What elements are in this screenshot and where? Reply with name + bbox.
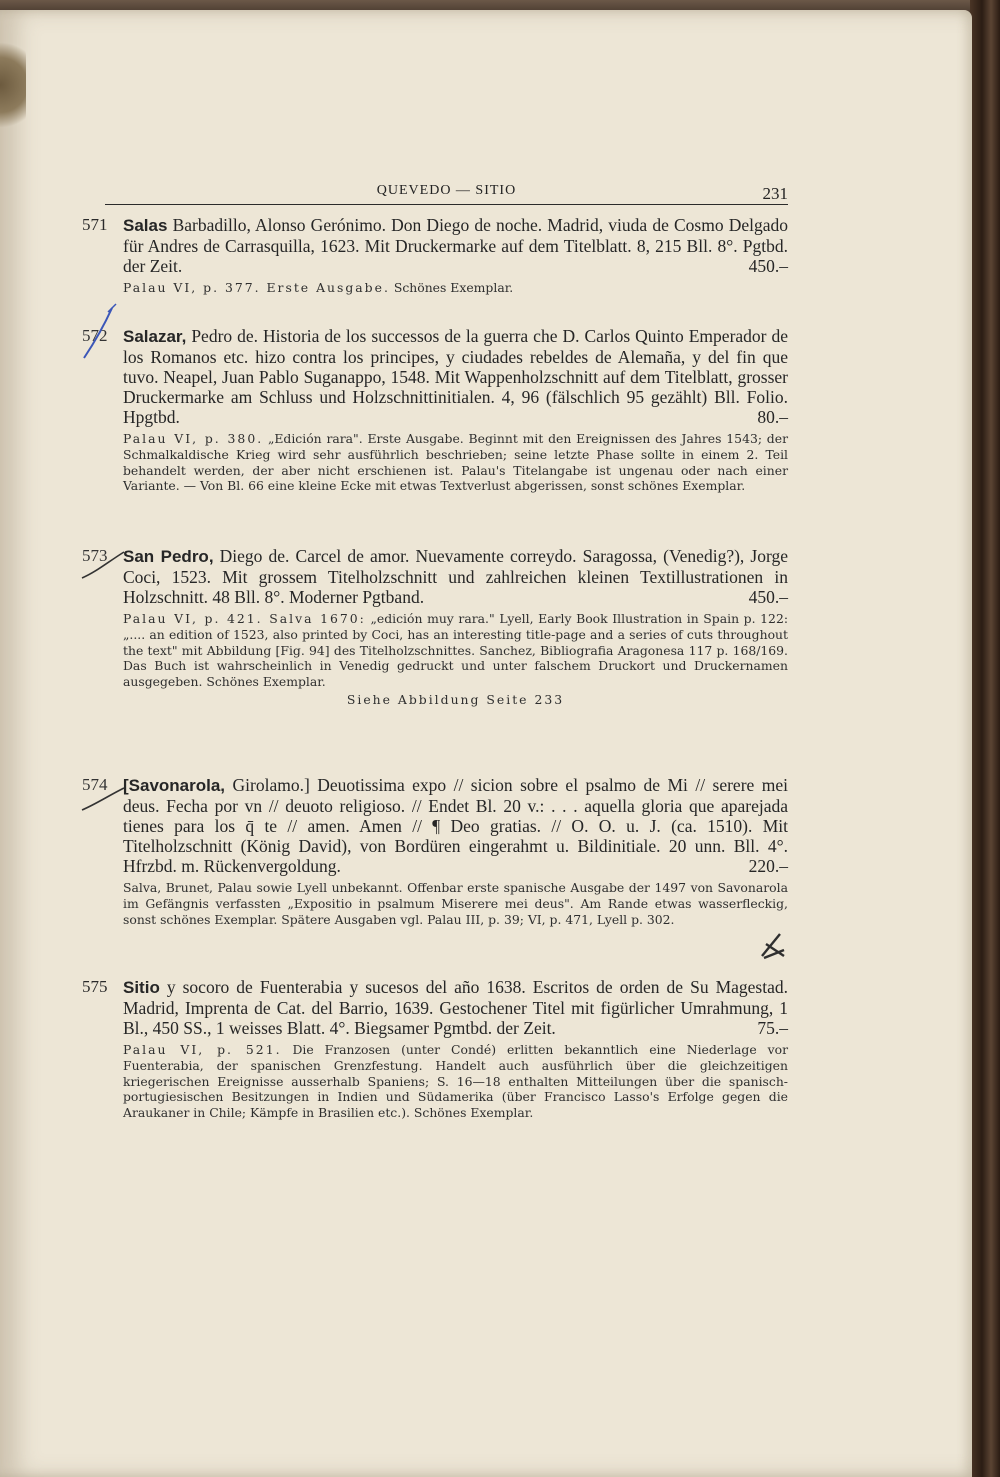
entry-description: [123, 546, 788, 607]
catalog-entry-572: [82, 326, 788, 494]
entry-note-text: Schönes Exemplar.: [389, 280, 514, 295]
entry-note: [123, 431, 788, 494]
catalog-entry-575: [82, 977, 788, 1121]
catalog-entry-574: [82, 775, 788, 927]
entry-description: [123, 977, 788, 1038]
entry-price: 75.–: [757, 1018, 788, 1038]
entry-note-reference: Palau VI, p. 380.: [123, 431, 264, 446]
entry-price: 450.–: [748, 256, 788, 276]
entry-text: Barbadillo, Alonso Gerónimo. Don Diego de noche. Madrid, viuda de Cosmo Delgado für Andres de Carrasquilla, 1623. Mit Druckermarke auf dem Titelblatt. 8, 215 Bll. 8°. Pgtbd. der Zeit.: [123, 215, 788, 276]
entry-note: [123, 611, 788, 690]
entry-number: 574: [82, 775, 108, 794]
figure-reference: Siehe Abbildung Seite 233: [346, 691, 565, 707]
book-binding-edge: [970, 0, 1000, 1477]
entry-note: [123, 280, 788, 296]
entry-number: 575: [82, 977, 108, 996]
entry-heading: San Pedro,: [123, 547, 214, 566]
entry-number: 571: [82, 215, 108, 234]
entry-price: 220.–: [748, 856, 788, 876]
entry-note-text: Die Franzosen (unter Condé) erlitten bekanntlich eine Niederlage vor Fuenterabia, der spanischen Grenzfestung. Handelt auch ausführlich über die gleichzeitigen kriegerischen Ereignisse ausserhalb Spaniens; S. 16—18 enthalten Mitteilungen über die spanisch-portugiesischen Besitzungen in Indien und Südamerika (über Francisco Lasso's Erfolge gegen die Araukaner in Chile; Kämpfe in Brasilien etc.). Schönes Exemplar.: [123, 1042, 788, 1121]
entry-description: [123, 215, 788, 276]
page-number: 231: [762, 184, 788, 203]
entry-note-reference: Palau VI, p. 521.: [123, 1042, 282, 1057]
entry-description: [123, 775, 788, 876]
catalog-entry-573: [82, 546, 788, 708]
entry-heading: Salazar,: [123, 327, 187, 346]
entry-number: 572: [82, 326, 108, 345]
entry-text: Pedro de. Historia de los successos de la guerra che D. Carlos Quinto Emperador de los Romanos etc. hizo contra los principes, y ciudades rebeldes de Alemaña, y del fin que tuvo. Neapel, Juan Pablo Suganappo, 1548. Mit Wappenholzschnitt auf dem Titelblatt, grosser Druckermarke am Schluss und Holzschnittinitialen. 4, 96 (fälschlich 95 gezählt) Bll. Folio. Hpgtbd.: [123, 326, 788, 427]
entry-note: [123, 1042, 788, 1121]
entry-number: 573: [82, 546, 108, 565]
book-page: [0, 10, 972, 1477]
entry-description: [123, 326, 788, 427]
pencil-mark-icon: [756, 926, 790, 962]
entry-heading: Salas: [123, 216, 168, 235]
entry-note-reference: Palau VI, p. 421. Salva 1670:: [123, 611, 366, 626]
entry-heading: Sitio: [123, 978, 160, 997]
entry-note-text: Salva, Brunet, Palau sowie Lyell unbekannt. Offenbar erste spanische Ausgabe der 1497 von Savonarola im Gefängnis verfassten „Expositio in psalmum Miserere mei deus". Am Rande etwas wasserfleckig, sonst schönes Exemplar. Spätere Ausgaben vgl. Palau III, p. 39; VI, p. 471, Lyell p. 302.: [123, 880, 788, 927]
entry-note-reference: Palau VI, p. 377. Erste Ausgabe.: [123, 280, 390, 295]
entry-heading: [Savonarola,: [123, 776, 226, 795]
entry-price: 450.–: [748, 587, 788, 607]
catalog-entry-571: [82, 215, 788, 296]
entry-note-text: „edición muy rara." Lyell, Early Book Illustration in Spain p. 122: „.... an edition of 1523, also printed by Coci, has an interesting title-page and a series of cuts throughout the text" mit Abbildung [Fig. 94] des Titelholzschnittes. Sanchez, Bibliografia Aragonesa 117 p. 168/169. Das Buch ist wahrscheinlich in Venedig gedruckt und unter falschem Druckort und Druckernamen ausgegeben. Schönes Exemplar.: [123, 611, 789, 690]
entry-price: 80.–: [757, 407, 788, 427]
entry-text: y socoro de Fuenterabia y sucesos del año 1638. Escritos de orden de Su Magestad. Madrid, Imprenta de Cat. del Barrio, 1639. Gestochener Titel mit figürlicher Umrahmung, 1 Bl., 450 SS., 1 weisses Blatt. 4°. Biegsamer Pgmtbd. der Zeit.: [123, 977, 788, 1038]
entry-text: Diego de. Carcel de amor. Nuevamente correydo. Saragossa, (Venedig?), Jorge Coci, 1523. Mit grossem Titelholzschnitt und zahlreichen kleinen Textillustrationen in Holzschnitt. 48 Bll. 8°. Moderner Pgtband.: [123, 546, 788, 607]
entry-note-text: „Edición rara". Erste Ausgabe. Beginnt mit den Ereignissen des Jahres 1543; der Schmalkaldische Krieg wird sehr ausführlich beschrieben; seine letzte Phase sollte in einem 2. Teil behandelt werden, der aber nicht erschienen ist. Palau's Titelangabe ist ungenau oder nach einer Variante. — Von Bl. 66 eine kleine Ecke mit etwas Textverlust abgerissen, sonst schönes Exemplar.: [123, 431, 788, 494]
running-title: QUEVEDO — SITIO: [376, 183, 517, 198]
running-header: [105, 174, 788, 205]
entry-note: [123, 880, 788, 927]
entry-text: Girolamo.] Deuotissima expo // sicion sobre el psalmo de Mi // serere mei deus. Fecha por vn // deuoto religioso. // Endet Bl. 20 v.: . . . aquella gloria que aparejada tienes para los q̄ te // amen. Amen // ¶ Deo gratias. // O. O. u. J. (ca. 1510). Mit Titelholzschnitt (König David), von Bordüren eingerahmt u. Bildinitiale. 20 unn. Bll. 4°. Hfrzbd. m. Rückenvergoldung.: [123, 775, 788, 876]
